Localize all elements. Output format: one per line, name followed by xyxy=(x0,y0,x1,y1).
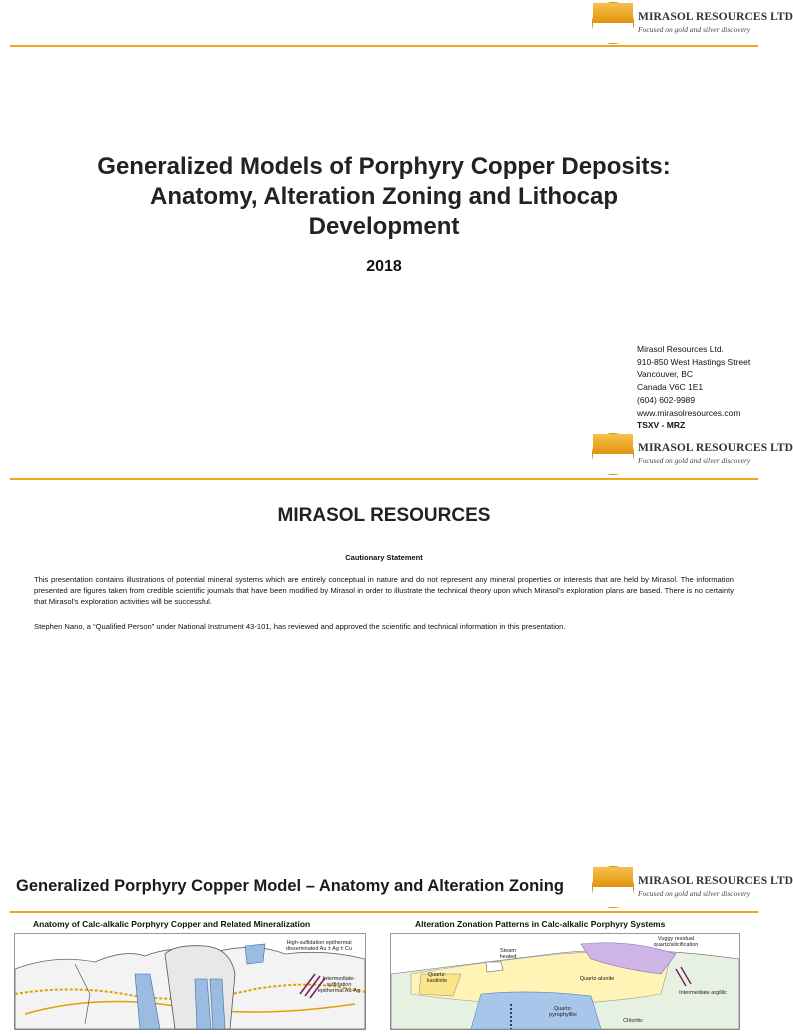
slide-heading: Generalized Porphyry Copper Model – Anatomy and Alteration Zoning xyxy=(16,877,564,895)
cautionary-paragraph: This presentation contains illustrations of potential mineral systems which are entirely conceptual in nature and do not represent any mineral properties or interests that are held by Mirasol. The information presented are figures taken from credible scientific journals that have been modified by Mirasol in order to illustrate the technical theory upon which Mirasol’s exploration plans are based. There is no certainty that Mirasol’s exploration activities will be successful. xyxy=(34,575,734,607)
header-divider xyxy=(10,45,758,47)
logo-tagline: Focused on gold and silver discovery xyxy=(638,25,751,34)
hs-epithermal-label: High-sulfidation epithermal disseminated Au ± Ag ± Cu xyxy=(286,940,352,952)
logo-company-name: MIRASOL RESOURCES LTD xyxy=(638,875,793,887)
section-heading: MIRASOL RESOURCES xyxy=(277,505,491,526)
address-line: Canada V6C 1E1 xyxy=(637,382,704,393)
header-divider xyxy=(10,911,758,913)
document-title xyxy=(40,152,728,242)
quartz-kaolinite-label: Quartz-kaolinite xyxy=(426,972,448,984)
title-line-1: Generalized Models of Porphyry Copper Deposits: xyxy=(97,153,671,180)
qualified-person-paragraph: Stephen Nano, a “Qualified Person” under National Instrument 43-101, has reviewed and approved the scientific and technical information in this presentation. xyxy=(34,622,566,631)
title-line-2: Anatomy, Alteration Zoning and Lithocap xyxy=(150,183,618,210)
company-address xyxy=(637,343,750,432)
steam-heated-label: Steam heated xyxy=(499,948,517,960)
header-divider xyxy=(10,478,758,480)
phone-number: (604) 602-9989 xyxy=(637,394,696,405)
logo-company-name: MIRASOL RESOURCES LTD xyxy=(638,11,793,23)
right-figure-title: Alteration Zonation Patterns in Calc-alkalic Porphyry Systems xyxy=(415,919,666,929)
logo-company-name: MIRASOL RESOURCES LTD xyxy=(638,442,793,454)
is-epithermal-label: Intermediate-sulfidation epithermal Au-Ag xyxy=(317,976,361,994)
address-line: Vancouver, BC xyxy=(637,369,694,380)
cautionary-statement-title: Cautionary Statement xyxy=(345,553,423,562)
stock-ticker: TSXV - MRZ xyxy=(637,420,686,431)
company-logo xyxy=(592,866,793,910)
intermediate-argillic-label: Intermediate argillic xyxy=(679,990,727,996)
quartz-pyrophyllite-label: Quartz-pyrophyllite xyxy=(549,1006,577,1018)
document-year: 2018 xyxy=(366,258,402,275)
vuggy-quartz-label: Vuggy residual quartz/silicification xyxy=(653,936,699,948)
chloritic-label: Chloritic xyxy=(623,1018,643,1024)
logo-emblem-icon xyxy=(592,2,634,44)
logo-emblem-icon xyxy=(592,866,634,908)
logo-emblem-icon xyxy=(592,433,634,475)
quartz-alunite-label: Quartz-alunite xyxy=(579,976,615,982)
logo-tagline: Focused on gold and silver discovery xyxy=(638,889,751,898)
company-logo xyxy=(592,433,793,477)
title-line-3: Development xyxy=(308,213,460,240)
address-line: 910-850 West Hastings Street xyxy=(637,356,751,367)
company-logo xyxy=(592,2,793,46)
address-line: Mirasol Resources Ltd. xyxy=(637,344,724,354)
alteration-zonation-diagram xyxy=(390,933,740,1030)
website-link[interactable]: www.mirasolresources.com xyxy=(637,407,741,418)
porphyry-anatomy-diagram xyxy=(14,933,366,1030)
logo-tagline: Focused on gold and silver discovery xyxy=(638,456,751,465)
left-figure-title: Anatomy of Calc-alkalic Porphyry Copper and Related Mineralization xyxy=(33,919,311,929)
